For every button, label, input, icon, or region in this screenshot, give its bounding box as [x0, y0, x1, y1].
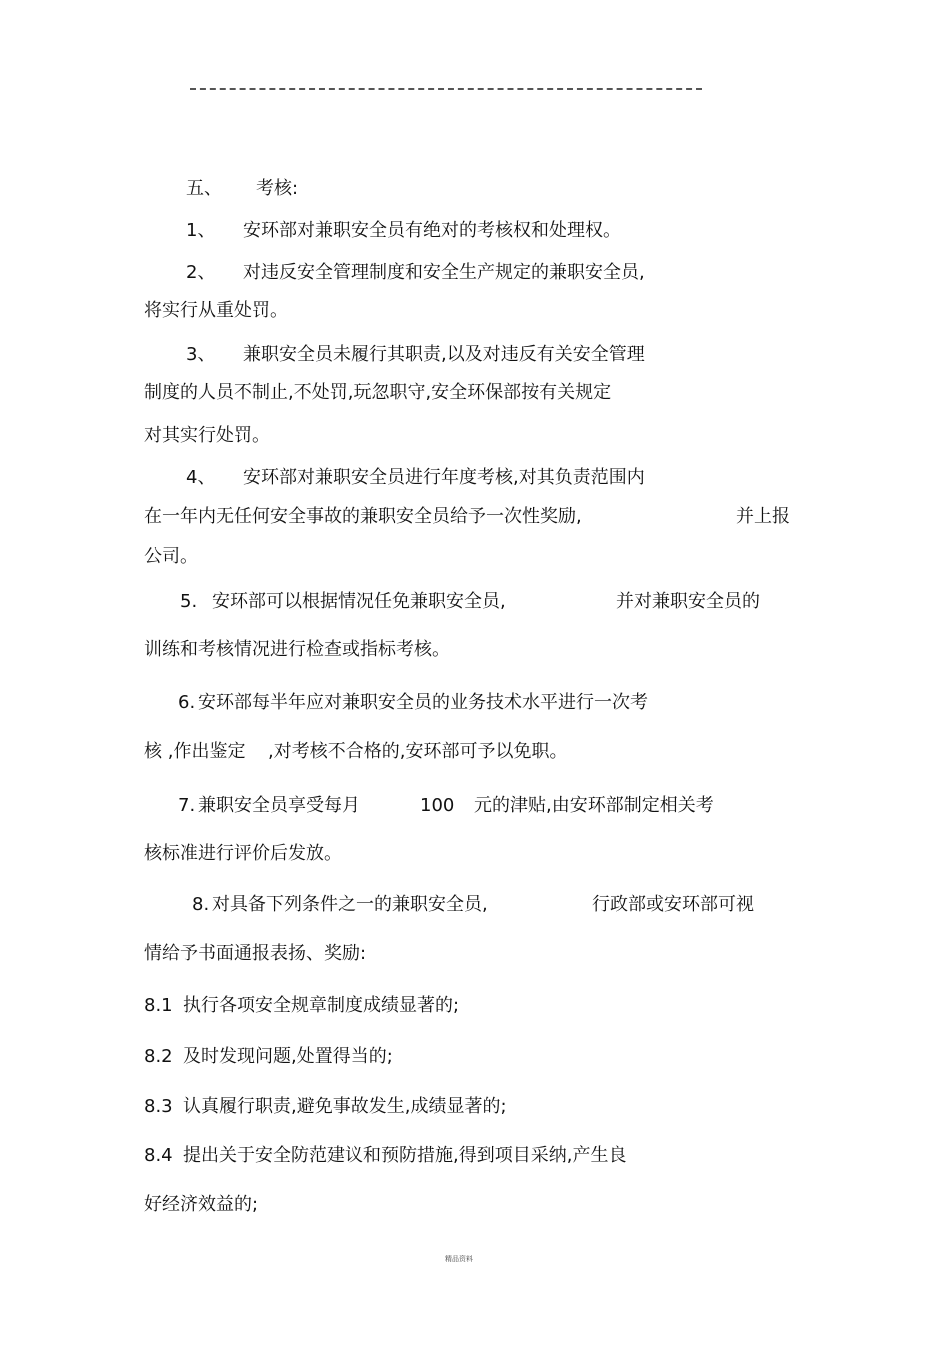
page-footer: 精品资料 [445, 1255, 473, 1263]
subitem-number: 8.2 [144, 1046, 173, 1067]
item-text: 安环部对兼职安全员进行年度考核,对其负责范围内 [243, 467, 645, 488]
section-title: 考核: [256, 178, 299, 199]
subitem-number: 8.3 [144, 1096, 173, 1117]
item-text: 核标准进行评价后发放。 [144, 843, 342, 864]
item-number: 4、 [186, 467, 216, 488]
item-number: 1、 [186, 220, 216, 241]
item-text: 核 ,作出鉴定 [144, 741, 246, 762]
item-text: 在一年内无任何安全事故的兼职安全员给予一次性奖励, [144, 506, 582, 527]
item-text: 安环部可以根据情况任免兼职安全员, [212, 591, 506, 612]
item-text: 安环部对兼职安全员有绝对的考核权和处理权。 [243, 220, 621, 241]
dashed-separator [190, 88, 702, 90]
item-text: 将实行从重处罚。 [144, 300, 288, 321]
subitem-text: 认真履行职责,避免事故发生,成绩显著的; [183, 1096, 507, 1117]
subitem-text: 提出关于安全防范建议和预防措施,得到项目采纳,产生良 [183, 1145, 627, 1166]
section-number: 五、 [186, 178, 222, 199]
item-text: 元的津贴,由安环部制定相关考 [474, 795, 714, 816]
item-text: 制度的人员不制止,不处罚,玩忽职守,安全环保部按有关规定 [144, 382, 612, 403]
item-number: 3、 [186, 344, 216, 365]
item-text: 兼职安全员享受每月 [198, 795, 360, 816]
item-text: 安环部每半年应对兼职安全员的业务技术水平进行一次考 [198, 692, 648, 713]
item-number: 8. [192, 894, 210, 915]
item-text: 对具备下列条件之一的兼职安全员, [212, 894, 488, 915]
item-amount: 100 [420, 795, 455, 816]
item-number: 6. [178, 692, 196, 713]
subitem-text: 好经济效益的; [144, 1194, 259, 1215]
item-text: 对其实行处罚。 [144, 425, 270, 446]
item-number: 2、 [186, 262, 216, 283]
item-number: 5. [180, 591, 198, 612]
item-text: 行政部或安环部可视 [592, 894, 754, 915]
item-text: 公司。 [144, 546, 198, 567]
item-text: ,对考核不合格的,安环部可予以免职。 [268, 741, 568, 762]
item-text: 对违反安全管理制度和安全生产规定的兼职安全员, [243, 262, 645, 283]
subitem-text: 执行各项安全规章制度成绩显著的; [183, 995, 460, 1016]
subitem-number: 8.4 [144, 1145, 173, 1166]
item-number: 7. [178, 795, 196, 816]
item-text: 兼职安全员未履行其职责,以及对违反有关安全管理 [243, 344, 645, 365]
subitem-text: 及时发现问题,处置得当的; [183, 1046, 393, 1067]
item-text: 并上报 [736, 506, 790, 527]
item-text: 训练和考核情况进行检查或指标考核。 [144, 639, 450, 660]
item-text: 情给予书面通报表扬、奖励: [144, 943, 367, 964]
subitem-number: 8.1 [144, 995, 173, 1016]
item-text: 并对兼职安全员的 [616, 591, 760, 612]
